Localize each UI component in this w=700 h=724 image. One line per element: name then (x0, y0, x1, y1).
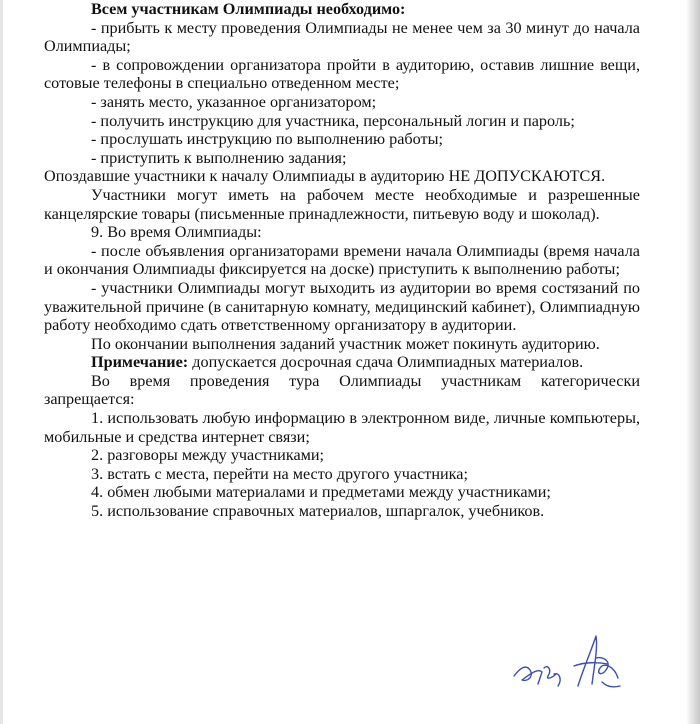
prohibited-item-3: 3. встать с места, перейти на место другого участника; (91, 464, 468, 483)
page-right-edge-shadow (686, 0, 700, 724)
prohibited-item-2: 2. разговоры между участниками; (91, 446, 325, 465)
prohibited-item-4: 4. обмен любыми материалами и предметами между участниками; (91, 483, 551, 502)
handwritten-signature (508, 628, 628, 698)
note-text: допускается досрочная сдача Олимпиадных материалов. (188, 353, 584, 372)
prohibited-item-1: 1. использовать любую информацию в электронном виде, личные компьютеры, мобильные и средства интернет связи; (44, 409, 640, 446)
requirement-item-4: - получить инструкцию для участника, персональный логин и пароль; (91, 111, 575, 130)
requirement-item-5: - прослушать инструкцию по выполнению работы; (91, 130, 443, 149)
page-left-edge (0, 0, 3, 724)
prohibited-item-5: 5. использование справочных материалов, шпаргалок, учебников. (91, 502, 545, 521)
after-finish-paragraph: По окончании выполнения заданий участник может покинуть аудиторию. (91, 334, 600, 353)
allowed-items-paragraph: Участники могут иметь на рабочем месте необходимые и разрешенные канцелярские товары (письменные принадлежности, питьевую воду и шоколад). (44, 185, 640, 223)
requirement-item-3: - занять место, указанное организатором; (91, 92, 377, 111)
requirement-item-2: - в сопровождении организатора пройти в аудиторию, оставив лишние вещи, сотовые телефоны в специально отведенном месте; (44, 55, 640, 93)
note-paragraph (44, 353, 640, 372)
requirement-item-1: - прибыть к месту проведения Олимпиады не менее чем за 30 минут до начала Олимпиады; (44, 18, 640, 56)
requirement-item-6: - приступить к выполнению задания; (91, 148, 347, 167)
section-9-title: 9. Во время Олимпиады: (91, 223, 262, 242)
requirements-heading: Всем участникам Олимпиады необходимо: (91, 0, 406, 18)
note-label: Примечание: (91, 353, 189, 372)
section-9-item-1: - после объявления организаторами времени начала Олимпиады (время начала и окончания Олимпиады фиксируется на доске) приступить к выполнению работы; (44, 241, 640, 279)
late-notice: Опоздавшие участники к началу Олимпиады в аудиторию НЕ ДОПУСКАЮТСЯ. (44, 167, 606, 186)
prohibited-intro: Во время проведения тура Олимпиады участникам категорически запрещается: (44, 371, 640, 409)
section-9-item-2: - участники Олимпиады могут выходить из аудитории во время состязаний по уважительной причине (в санитарную комнату, медицинский кабинет), Олимпиадную работу необходимо сдать ответственному организатору в аудитории. (44, 278, 640, 335)
document-body (44, 0, 640, 521)
